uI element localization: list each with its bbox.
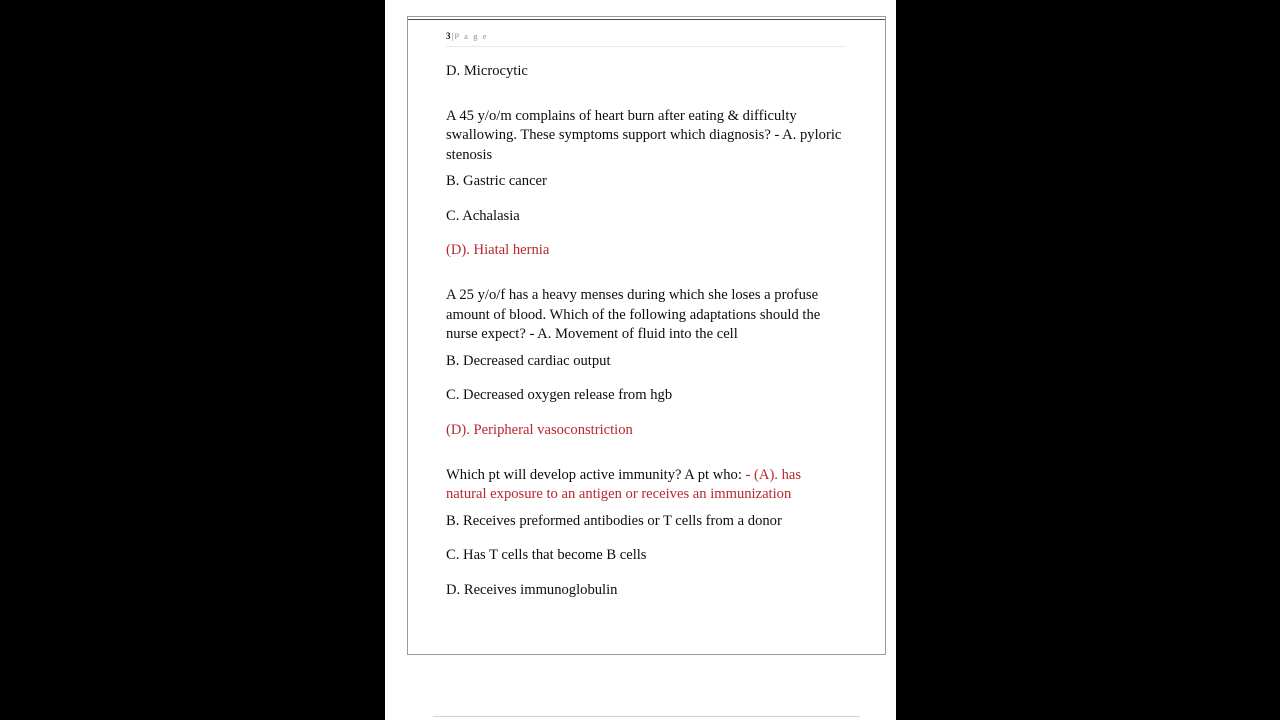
option-3-b: B. Receives preformed antibodies or T cells from a donor — [446, 512, 782, 529]
option-3-d: D. Receives immunoglobulin — [446, 581, 618, 598]
option-2-b: B. Decreased cardiac output — [446, 352, 611, 369]
option-2-d-answer: (D). Peripheral vasoconstriction — [446, 421, 633, 438]
option-1-d-answer: (D). Hiatal hernia — [446, 242, 550, 259]
option-2-c: C. Decreased oxygen release from hgb — [446, 387, 673, 404]
letterbox-right — [896, 0, 1280, 720]
running-header — [446, 31, 845, 45]
letterbox-left — [0, 0, 385, 720]
header-page-word: P a g e — [454, 31, 489, 41]
question-3-inline-answer: - (A). has natural exposure to an antigen or receives an immunization — [446, 466, 802, 503]
document-page-1 — [407, 16, 886, 655]
question-text-2: A 25 y/o/f has a heavy menses during which she loses a profuse amount of blood. Which of the following adaptations should the nurse expect? - A. Movement of fluid into the cell — [446, 287, 821, 343]
question-block-2 — [446, 286, 845, 439]
document-page-2 — [407, 700, 886, 720]
option-1-c: C. Achalasia — [446, 207, 520, 224]
lead-answer-line: D. Microcytic — [446, 63, 528, 79]
header-page-number: 3 — [446, 31, 451, 41]
question-block-3 — [446, 466, 845, 600]
option-3-c: C. Has T cells that become B cells — [446, 547, 647, 564]
question-text-3 — [446, 466, 845, 505]
page-content-area — [408, 17, 885, 654]
question-block-1 — [446, 107, 845, 260]
document-canvas — [385, 0, 896, 720]
question-text-1: A 45 y/o/m complains of heart burn after eating & difficulty swallowing. These symptoms support which diagnosis? - A. pyloric stenosis — [446, 108, 842, 163]
document-body — [446, 47, 845, 600]
page-2-header-rule — [433, 716, 860, 717]
option-1-b: B. Gastric cancer — [446, 173, 547, 190]
question-3-stem: Which pt will develop active immunity? A pt who: — [446, 466, 742, 483]
header-separator: | — [451, 31, 454, 41]
